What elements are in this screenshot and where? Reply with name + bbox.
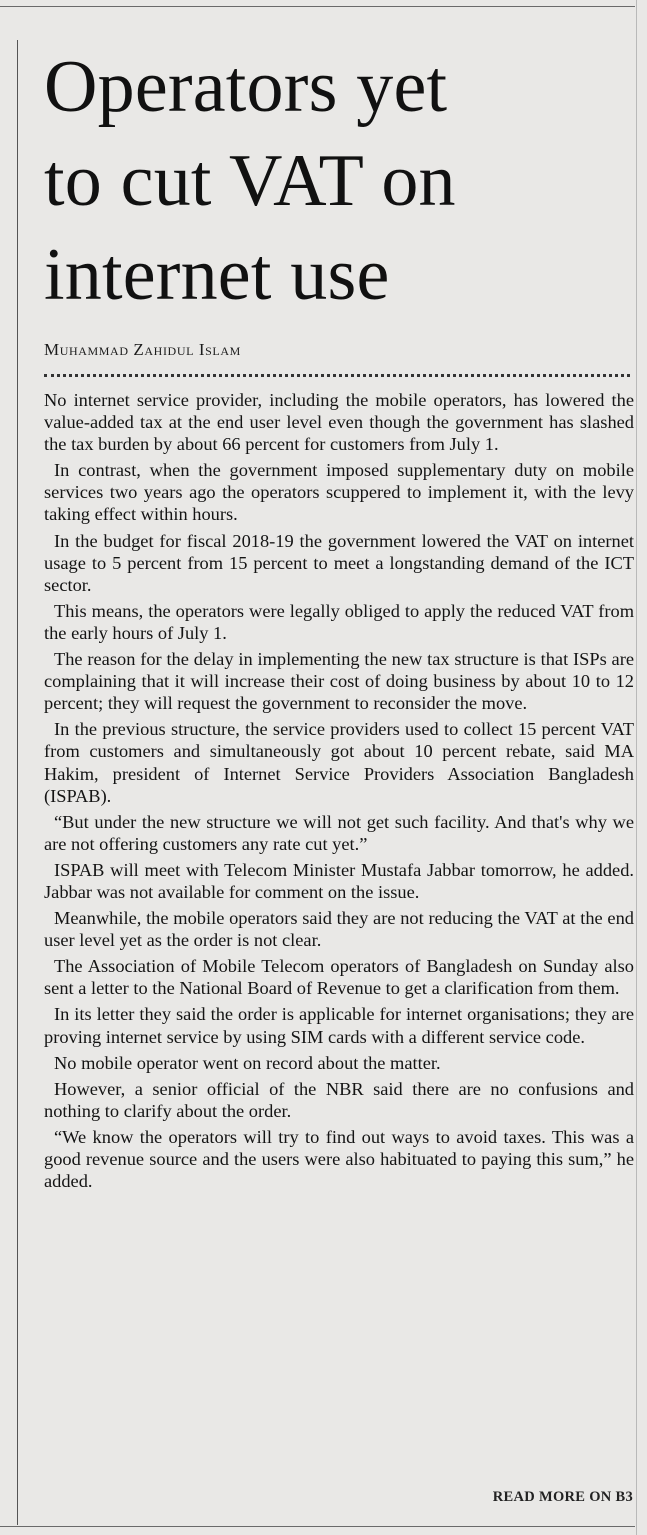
dotted-separator [44,374,630,377]
paragraph-8: ISPAB will meet with Telecom Minister Mustafa Jabbar tomorrow, he added. Jabbar was not available for comment on the issue. [44,859,634,902]
paragraph-1: No internet service provider, including the mobile operators, has lowered the value-added tax at the end user level even though the government has slashed the tax burden by about 66 percent for customers from July 1. [44,390,634,455]
paragraph-13: However, a senior official of the NBR said there are no confusions and nothing to clarify about the order. [44,1078,634,1121]
byline: Muhammad Zahidul Islam [44,340,241,359]
paragraph-5: The reason for the delay in implementing the new tax structure is that ISPs are complaining that it will increase their cost of doing business by about 10 to 12 percent; they will request the government to reconsider the move. [44,649,634,714]
paragraph-3: In the budget for fiscal 2018-19 the government lowered the VAT on internet usage to 5 percent from 15 percent to meet a longstanding demand of the ICT sector. [44,530,634,595]
top-rule [0,6,635,7]
article-body [44,389,634,1196]
paragraph-10: The Association of Mobile Telecom operators of Bangladesh on Sunday also sent a letter to the National Board of Revenue to get a clarification from them. [44,956,634,999]
headline [44,40,634,322]
paragraph-9: Meanwhile, the mobile operators said they are not reducing the VAT at the end user level yet as the order is not clear. [44,908,634,951]
paragraph-11: In its letter they said the order is applicable for internet organisations; they are proving internet service by using SIM cards with a different service code. [44,1004,634,1047]
paragraph-14: “We know the operators will try to find out ways to avoid taxes. This was a good revenue source and the users were also habituated to paying this sum,” he added. [44,1126,634,1192]
paragraph-12: No mobile operator went on record about the matter. [54,1052,441,1073]
headline-line-3: internet use [44,234,390,316]
bottom-rule [0,1526,635,1527]
paragraph-6: In the previous structure, the service providers used to collect 15 percent VAT from customers and simultaneously got about 10 percent rebate, said MA Hakim, president of Internet Service Providers Association Bangladesh (ISPAB). [44,719,634,806]
paragraph-4: This means, the operators were legally obliged to apply the reduced VAT from the early hours of July 1. [44,600,634,643]
paragraph-7: “But under the new structure we will not get such facility. And that's why we are not offering customers any rate cut yet.” [44,811,634,854]
read-more-link: READ MORE ON B3 [492,1489,633,1505]
headline-line-1: Operators yet [44,46,448,128]
page-edge-rule [636,0,637,1535]
paragraph-2: In contrast, when the government imposed supplementary duty on mobile services two years ago the operators scuppered to implement it, with the levy taking effect within hours. [44,460,634,525]
column-rule [17,40,18,1525]
headline-line-2: to cut VAT on [44,140,456,222]
